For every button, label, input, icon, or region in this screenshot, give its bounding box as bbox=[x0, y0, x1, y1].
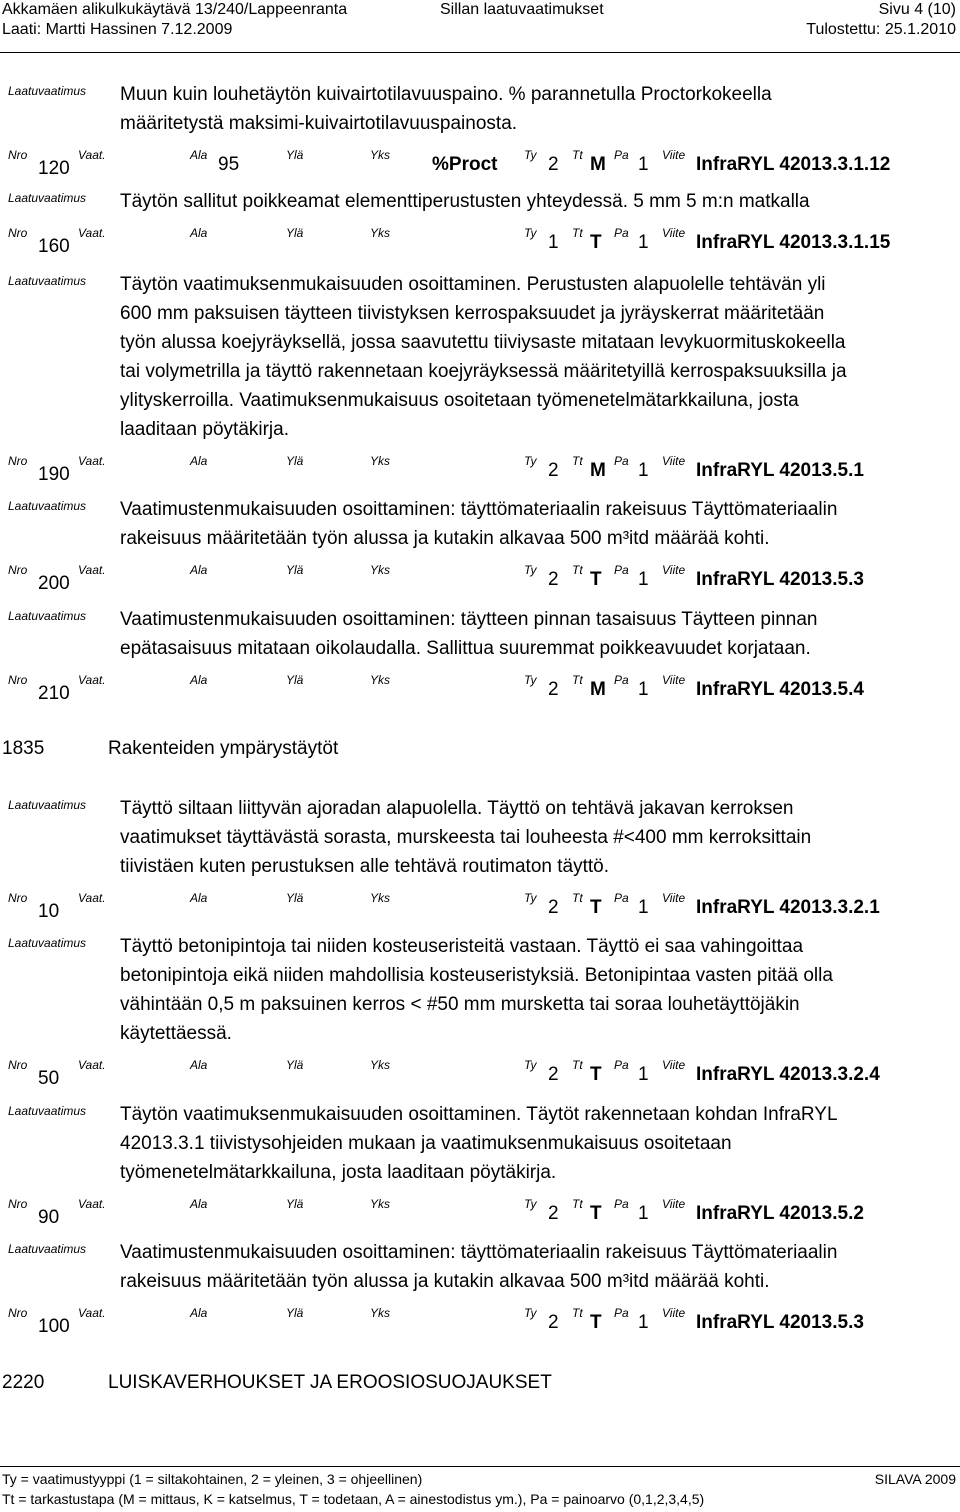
requirement-meta-row bbox=[0, 1058, 960, 1088]
vaat-label: Vaat. bbox=[78, 1306, 106, 1320]
requirement-line: tai volymetrilla ja täyttö rakennetaan koejyräyksessä määritetyillä kerrospaksuuksilla ja bbox=[120, 361, 847, 382]
ala-value: 95 bbox=[218, 154, 240, 175]
viite-label: Viite bbox=[662, 673, 686, 687]
yla-label: Ylä bbox=[286, 148, 304, 162]
requirement-meta-row bbox=[0, 454, 960, 484]
pa-label: Pa bbox=[614, 148, 629, 162]
requirement-line: 600 mm paksuisen täytteen tiivistyksen kerrospaksuudet ja jyräyskerrat määritetään bbox=[120, 303, 825, 324]
tt-value: T bbox=[590, 1203, 602, 1224]
requirement-line: Täytön vaatimuksenmukaisuuden osoittaminen. Perustusten alapuolelle tehtävän yli bbox=[120, 274, 826, 295]
page-number: Sivu 4 (10) bbox=[878, 1, 956, 18]
tt-value: T bbox=[590, 569, 602, 590]
ty-label: Ty bbox=[524, 891, 537, 905]
viite-label: Viite bbox=[662, 454, 686, 468]
pa-value: 1 bbox=[638, 1203, 649, 1224]
requirement-line: Vaatimustenmukaisuuden osoittaminen: täytteen pinnan tasaisuus Täytteen pinnan bbox=[120, 609, 818, 630]
laatuvaatimus-label: Laatuvaatimus bbox=[8, 191, 87, 205]
ty-value: 2 bbox=[548, 569, 559, 590]
pa-label: Pa bbox=[614, 673, 629, 687]
viite-value: InfraRYL 42013.3.1.15 bbox=[696, 232, 891, 253]
vaat-label: Vaat. bbox=[78, 563, 106, 577]
viite-value: InfraRYL 42013.3.2.1 bbox=[696, 897, 880, 918]
pa-label: Pa bbox=[614, 1197, 629, 1211]
requirement-meta-row bbox=[0, 563, 960, 593]
requirement-line: betonipintoja eikä niiden mahdollisia kosteuseristyksiä. Betonipintaa vasten pitää olla bbox=[120, 965, 833, 986]
viite-value: InfraRYL 42013.5.4 bbox=[696, 679, 864, 700]
tt-label: Tt bbox=[572, 673, 583, 687]
viite-value: InfraRYL 42013.3.1.12 bbox=[696, 154, 891, 175]
viite-value: InfraRYL 42013.5.1 bbox=[696, 460, 864, 481]
requirement-line: työn alussa koejyräyksellä, jossa saavutettu tiiviysaste mitataan levykuormituskokeella bbox=[120, 332, 846, 353]
requirement-line: tiivistäen kuten perustuksen alle tehtävä routimaton täyttö. bbox=[120, 856, 609, 877]
ty-value: 2 bbox=[548, 1064, 559, 1085]
ty-label: Ty bbox=[524, 226, 537, 240]
ty-label: Ty bbox=[524, 1306, 537, 1320]
ty-label: Ty bbox=[524, 1197, 537, 1211]
requirement-text bbox=[120, 1100, 950, 1187]
tt-label: Tt bbox=[572, 148, 583, 162]
requirement-line: Täytön sallitut poikkeamat elementtiperustusten yhteydessä. 5 mm 5 m:n matkalla bbox=[120, 191, 810, 212]
ala-label: Ala bbox=[190, 1197, 208, 1211]
ty-label: Ty bbox=[524, 454, 537, 468]
pa-label: Pa bbox=[614, 1058, 629, 1072]
footer-tt-legend: Tt = tarkastustapa (M = mittaus, K = katselmus, T = todetaan, A = ainestodistus ym.), Pa = painoarvo (0,1,2,3,4,5) bbox=[2, 1491, 705, 1507]
tt-label: Tt bbox=[572, 563, 583, 577]
nro-value: 210 bbox=[38, 683, 70, 704]
nro-value: 100 bbox=[38, 1316, 70, 1337]
ty-value: 2 bbox=[548, 1203, 559, 1224]
requirement-text bbox=[120, 495, 950, 553]
nro-label: Nro bbox=[8, 226, 28, 240]
pa-value: 1 bbox=[638, 1064, 649, 1085]
requirement-line: Täyttö siltaan liittyvän ajoradan alapuolella. Täyttö on tehtävä jakavan kerroksen bbox=[120, 798, 794, 819]
tt-label: Tt bbox=[572, 226, 583, 240]
section-title: Rakenteiden ympärystäytöt bbox=[108, 738, 339, 759]
nro-value: 10 bbox=[38, 901, 60, 922]
requirement-line: vaatimukset täyttävästä sorasta, murskeesta tai louheesta #<400 mm kerroksittain bbox=[120, 827, 812, 848]
requirement-meta-row bbox=[0, 148, 960, 178]
requirement-text bbox=[120, 270, 950, 444]
requirement-line: työmenetelmätarkkailuna, josta laaditaan pöytäkirja. bbox=[120, 1162, 557, 1183]
pa-value: 1 bbox=[638, 679, 649, 700]
nro-value: 160 bbox=[38, 236, 70, 257]
requirement-text bbox=[120, 1238, 950, 1296]
laatuvaatimus-label: Laatuvaatimus bbox=[8, 84, 87, 98]
ala-label: Ala bbox=[190, 891, 208, 905]
requirement-line: Muun kuin louhetäytön kuivairtotilavuuspaino. % parannetulla Proctorkokeella bbox=[120, 84, 772, 105]
yks-value: %Proct bbox=[432, 154, 498, 175]
yla-label: Ylä bbox=[286, 1058, 304, 1072]
nro-label: Nro bbox=[8, 1197, 28, 1211]
tt-value: M bbox=[590, 154, 606, 175]
nro-value: 190 bbox=[38, 464, 70, 485]
pa-value: 1 bbox=[638, 460, 649, 481]
ala-label: Ala bbox=[190, 563, 208, 577]
tt-label: Tt bbox=[572, 1058, 583, 1072]
nro-label: Nro bbox=[8, 148, 28, 162]
ala-label: Ala bbox=[190, 1058, 208, 1072]
ala-label: Ala bbox=[190, 148, 208, 162]
tt-label: Tt bbox=[572, 454, 583, 468]
requirement-line: epätasaisuus mitataan oikolaudalla. Sallittua suuremmat poikkeavuudet korjataan. bbox=[120, 638, 811, 659]
viite-value: InfraRYL 42013.5.3 bbox=[696, 569, 864, 590]
yla-label: Ylä bbox=[286, 454, 304, 468]
footer-ty-legend: Ty = vaatimustyyppi (1 = siltakohtainen, 2 = yleinen, 3 = ohjeellinen) bbox=[2, 1471, 423, 1487]
nro-value: 50 bbox=[38, 1068, 60, 1089]
vaat-label: Vaat. bbox=[78, 148, 106, 162]
requirement-line: laaditaan pöytäkirja. bbox=[120, 419, 289, 440]
requirement-line: ylityskerroilla. Vaatimuksenmukaisuus osoitetaan työmenetelmätarkkailuna, josta bbox=[120, 390, 799, 411]
laatuvaatimus-label: Laatuvaatimus bbox=[8, 1242, 87, 1256]
author: Laati: Martti Hassinen 7.12.2009 bbox=[2, 21, 233, 38]
laatuvaatimus-label: Laatuvaatimus bbox=[8, 1104, 87, 1118]
laatuvaatimus-label: Laatuvaatimus bbox=[8, 798, 87, 812]
laatuvaatimus-label: Laatuvaatimus bbox=[8, 274, 87, 288]
ala-label: Ala bbox=[190, 454, 208, 468]
viite-label: Viite bbox=[662, 226, 686, 240]
ty-label: Ty bbox=[524, 148, 537, 162]
requirement-line: määritetystä maksimi-kuivairtotilavuuspainosta. bbox=[120, 113, 518, 134]
tt-value: T bbox=[590, 897, 602, 918]
tt-label: Tt bbox=[572, 891, 583, 905]
yla-label: Ylä bbox=[286, 1306, 304, 1320]
yla-label: Ylä bbox=[286, 673, 304, 687]
pa-value: 1 bbox=[638, 1312, 649, 1333]
pa-label: Pa bbox=[614, 454, 629, 468]
requirement-meta-row bbox=[0, 1306, 960, 1336]
requirement-text bbox=[120, 80, 950, 138]
ty-value: 2 bbox=[548, 897, 559, 918]
viite-value: InfraRYL 42013.3.2.4 bbox=[696, 1064, 880, 1085]
requirement-text bbox=[120, 605, 950, 663]
yks-label: Yks bbox=[370, 226, 391, 240]
pa-label: Pa bbox=[614, 1306, 629, 1320]
tt-value: T bbox=[590, 1064, 602, 1085]
viite-label: Viite bbox=[662, 148, 686, 162]
vaat-label: Vaat. bbox=[78, 1197, 106, 1211]
nro-label: Nro bbox=[8, 454, 28, 468]
requirement-line: Täyttö betonipintoja tai niiden kosteuseristeitä vastaan. Täyttö ei saa vahingoittaa bbox=[120, 936, 804, 957]
pa-label: Pa bbox=[614, 226, 629, 240]
pa-label: Pa bbox=[614, 563, 629, 577]
print-date: Tulostettu: 25.1.2010 bbox=[806, 21, 956, 38]
laatuvaatimus-label: Laatuvaatimus bbox=[8, 936, 87, 950]
header-divider bbox=[0, 52, 960, 53]
ty-label: Ty bbox=[524, 673, 537, 687]
requirement-line: käytettäessä. bbox=[120, 1023, 232, 1044]
tt-label: Tt bbox=[572, 1306, 583, 1320]
section-code: 1835 bbox=[2, 738, 45, 759]
pa-value: 1 bbox=[638, 897, 649, 918]
requirement-meta-row bbox=[0, 226, 960, 256]
laatuvaatimus-label: Laatuvaatimus bbox=[8, 499, 87, 513]
tt-label: Tt bbox=[572, 1197, 583, 1211]
viite-label: Viite bbox=[662, 1197, 686, 1211]
yks-label: Yks bbox=[370, 673, 391, 687]
nro-label: Nro bbox=[8, 1058, 28, 1072]
requirement-line: Täytön vaatimuksenmukaisuuden osoittaminen. Täytöt rakennetaan kohdan InfraRYL bbox=[120, 1104, 838, 1125]
yla-label: Ylä bbox=[286, 226, 304, 240]
yla-label: Ylä bbox=[286, 1197, 304, 1211]
nro-label: Nro bbox=[8, 891, 28, 905]
requirement-meta-row bbox=[0, 673, 960, 703]
document-title: Sillan laatuvaatimukset bbox=[440, 1, 604, 18]
ala-label: Ala bbox=[190, 673, 208, 687]
tt-value: M bbox=[590, 679, 606, 700]
yla-label: Ylä bbox=[286, 563, 304, 577]
pa-value: 1 bbox=[638, 569, 649, 590]
tt-value: T bbox=[590, 232, 602, 253]
tt-value: M bbox=[590, 460, 606, 481]
nro-value: 120 bbox=[38, 158, 70, 179]
ty-label: Ty bbox=[524, 1058, 537, 1072]
pa-value: 1 bbox=[638, 232, 649, 253]
vaat-label: Vaat. bbox=[78, 226, 106, 240]
requirement-meta-row bbox=[0, 891, 960, 921]
requirement-text bbox=[120, 187, 950, 216]
vaat-label: Vaat. bbox=[78, 673, 106, 687]
nro-label: Nro bbox=[8, 563, 28, 577]
nro-label: Nro bbox=[8, 1306, 28, 1320]
nro-value: 200 bbox=[38, 573, 70, 594]
yks-label: Yks bbox=[370, 148, 391, 162]
nro-value: 90 bbox=[38, 1207, 60, 1228]
ty-value: 2 bbox=[548, 154, 559, 175]
project-title: Akkamäen alikulkukäytävä 13/240/Lappeenranta bbox=[2, 1, 348, 18]
viite-value: InfraRYL 42013.5.3 bbox=[696, 1312, 864, 1333]
footer-divider bbox=[0, 1466, 960, 1467]
yks-label: Yks bbox=[370, 891, 391, 905]
ty-value: 2 bbox=[548, 460, 559, 481]
requirement-text bbox=[120, 794, 950, 881]
vaat-label: Vaat. bbox=[78, 1058, 106, 1072]
ala-label: Ala bbox=[190, 226, 208, 240]
requirement-line: vähintään 0,5 m paksuinen kerros < #50 mm mursketta tai soraa louhetäyttöjäkin bbox=[120, 994, 800, 1015]
ty-value: 2 bbox=[548, 679, 559, 700]
section-code: 2220 bbox=[2, 1372, 45, 1393]
laatuvaatimus-label: Laatuvaatimus bbox=[8, 609, 87, 623]
viite-label: Viite bbox=[662, 563, 686, 577]
yks-label: Yks bbox=[370, 1306, 391, 1320]
section-title: LUISKAVERHOUKSET JA EROOSIOSUOJAUKSET bbox=[108, 1372, 552, 1393]
viite-label: Viite bbox=[662, 1058, 686, 1072]
requirement-line: rakeisuus määritetään työn alussa ja kutakin alkavaa 500 m³itd määrää kohti. bbox=[120, 528, 770, 549]
yks-label: Yks bbox=[370, 1058, 391, 1072]
yks-label: Yks bbox=[370, 563, 391, 577]
yla-label: Ylä bbox=[286, 891, 304, 905]
requirement-line: 42013.3.1 tiivistysohjeiden mukaan ja vaatimuksenmukaisuus osoitetaan bbox=[120, 1133, 732, 1154]
requirement-meta-row bbox=[0, 1197, 960, 1227]
viite-label: Viite bbox=[662, 1306, 686, 1320]
ty-label: Ty bbox=[524, 563, 537, 577]
requirement-line: rakeisuus määritetään työn alussa ja kutakin alkavaa 500 m³itd määrää kohti. bbox=[120, 1271, 770, 1292]
tt-value: T bbox=[590, 1312, 602, 1333]
nro-label: Nro bbox=[8, 673, 28, 687]
requirement-line: Vaatimustenmukaisuuden osoittaminen: täyttömateriaalin rakeisuus Täyttömateriaalin bbox=[120, 499, 838, 520]
ala-label: Ala bbox=[190, 1306, 208, 1320]
requirement-line: Vaatimustenmukaisuuden osoittaminen: täyttömateriaalin rakeisuus Täyttömateriaalin bbox=[120, 1242, 838, 1263]
yks-label: Yks bbox=[370, 1197, 391, 1211]
ty-value: 2 bbox=[548, 1312, 559, 1333]
viite-label: Viite bbox=[662, 891, 686, 905]
pa-value: 1 bbox=[638, 154, 649, 175]
viite-value: InfraRYL 42013.5.2 bbox=[696, 1203, 864, 1224]
yks-label: Yks bbox=[370, 454, 391, 468]
footer-brand: SILAVA 2009 bbox=[874, 1471, 956, 1487]
ty-value: 1 bbox=[548, 232, 559, 253]
pa-label: Pa bbox=[614, 891, 629, 905]
vaat-label: Vaat. bbox=[78, 454, 106, 468]
requirement-text bbox=[120, 932, 950, 1048]
vaat-label: Vaat. bbox=[78, 891, 106, 905]
